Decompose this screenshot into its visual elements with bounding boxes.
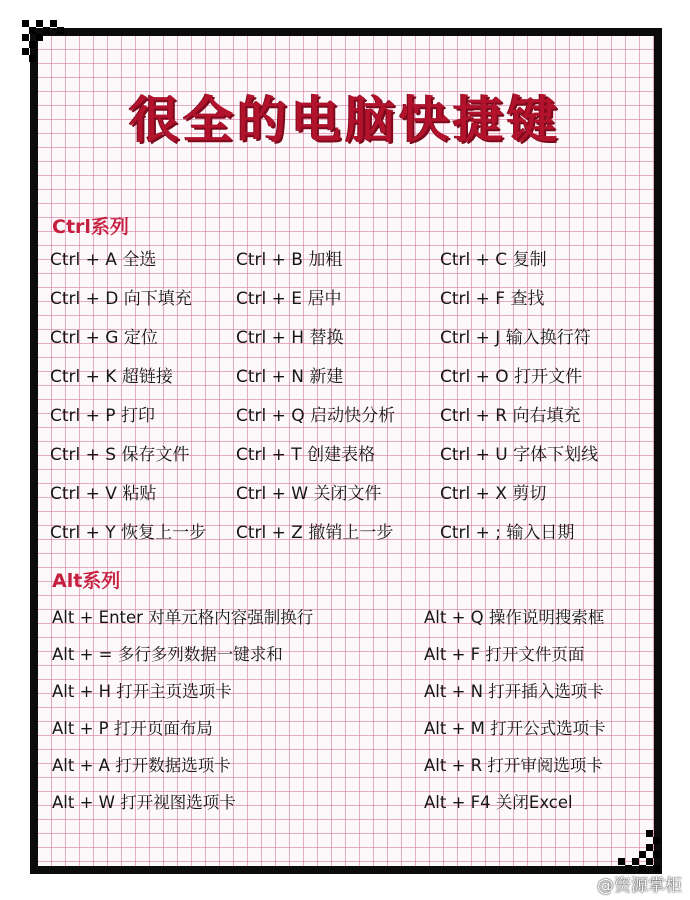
shortcut-item: Alt + W 打开视图选项卡: [52, 793, 236, 812]
shortcut-item: Ctrl + P 打印: [50, 406, 155, 426]
shortcut-item: Alt + Q 操作说明搜索框: [424, 608, 605, 627]
shortcut-item: Alt + F 打开文件页面: [424, 645, 585, 664]
shortcut-item: Ctrl + C 复制: [440, 250, 547, 270]
shortcut-item: Ctrl + S 保存文件: [50, 445, 190, 465]
alt-shortcut-list: [52, 602, 662, 824]
pixel-corner-top-left: [22, 20, 64, 62]
shortcut-item: Ctrl + Z 撤销上一步: [236, 523, 394, 543]
shortcut-item: Alt + = 多行多列数据一键求和: [52, 645, 283, 664]
shortcut-item: Ctrl + G 定位: [50, 328, 158, 348]
shortcut-item: Ctrl + V 粘贴: [50, 484, 157, 504]
shortcut-item: Ctrl + N 新建: [236, 367, 344, 387]
shortcut-item: Ctrl + R 向右填充: [440, 406, 581, 426]
watermark-text: @资源掌柜: [597, 875, 682, 896]
shortcut-item: Ctrl + T 创建表格: [236, 445, 376, 465]
shortcut-item: Ctrl + F 查找: [440, 289, 545, 309]
page-title: 很全的电脑快捷键: [129, 91, 561, 149]
ctrl-section-heading: Ctrl系列: [52, 216, 129, 238]
pixel-corner-bottom-right: [618, 830, 660, 872]
shortcut-item: Ctrl + H 替换: [236, 328, 344, 348]
shortcut-item: Alt + N 打开插入选项卡: [424, 682, 604, 701]
shortcut-item: Ctrl + W 关闭文件: [236, 484, 382, 504]
shortcut-item: Alt + M 打开公式选项卡: [424, 719, 606, 738]
shortcut-item: Alt + A 打开数据选项卡: [52, 756, 231, 775]
shortcut-item: Alt + Enter 对单元格内容强制换行: [52, 608, 314, 627]
shortcut-item: Alt + R 打开审阅选项卡: [424, 756, 603, 775]
shortcut-item: Alt + H 打开主页选项卡: [52, 682, 232, 701]
ctrl-shortcut-list: [50, 244, 650, 556]
shortcut-item: Ctrl + Q 启动快分析: [236, 406, 396, 426]
shortcut-item: Ctrl + B 加粗: [236, 250, 343, 270]
alt-section-heading: Alt系列: [52, 570, 121, 592]
shortcut-item: Ctrl + ; 输入日期: [440, 523, 575, 543]
shortcut-item: Ctrl + U 字体下划线: [440, 445, 599, 465]
shortcut-item: Alt + P 打开页面布局: [52, 719, 213, 738]
shortcut-item: Ctrl + D 向下填充: [50, 289, 192, 309]
shortcut-item: Ctrl + K 超链接: [50, 367, 173, 387]
shortcut-item: Ctrl + E 居中: [236, 289, 342, 309]
watermark: [571, 870, 682, 896]
weibo-icon: [571, 874, 593, 892]
shortcut-item: Ctrl + A 全选: [50, 250, 157, 270]
shortcut-item: Alt + F4 关闭Excel: [424, 793, 573, 812]
shortcut-item: Ctrl + O 打开文件: [440, 367, 583, 387]
shortcut-item: Ctrl + X 剪切: [440, 484, 547, 504]
shortcut-item: Ctrl + Y 恢复上一步: [50, 523, 207, 543]
shortcut-item: Ctrl + J 输入换行符: [440, 328, 591, 348]
